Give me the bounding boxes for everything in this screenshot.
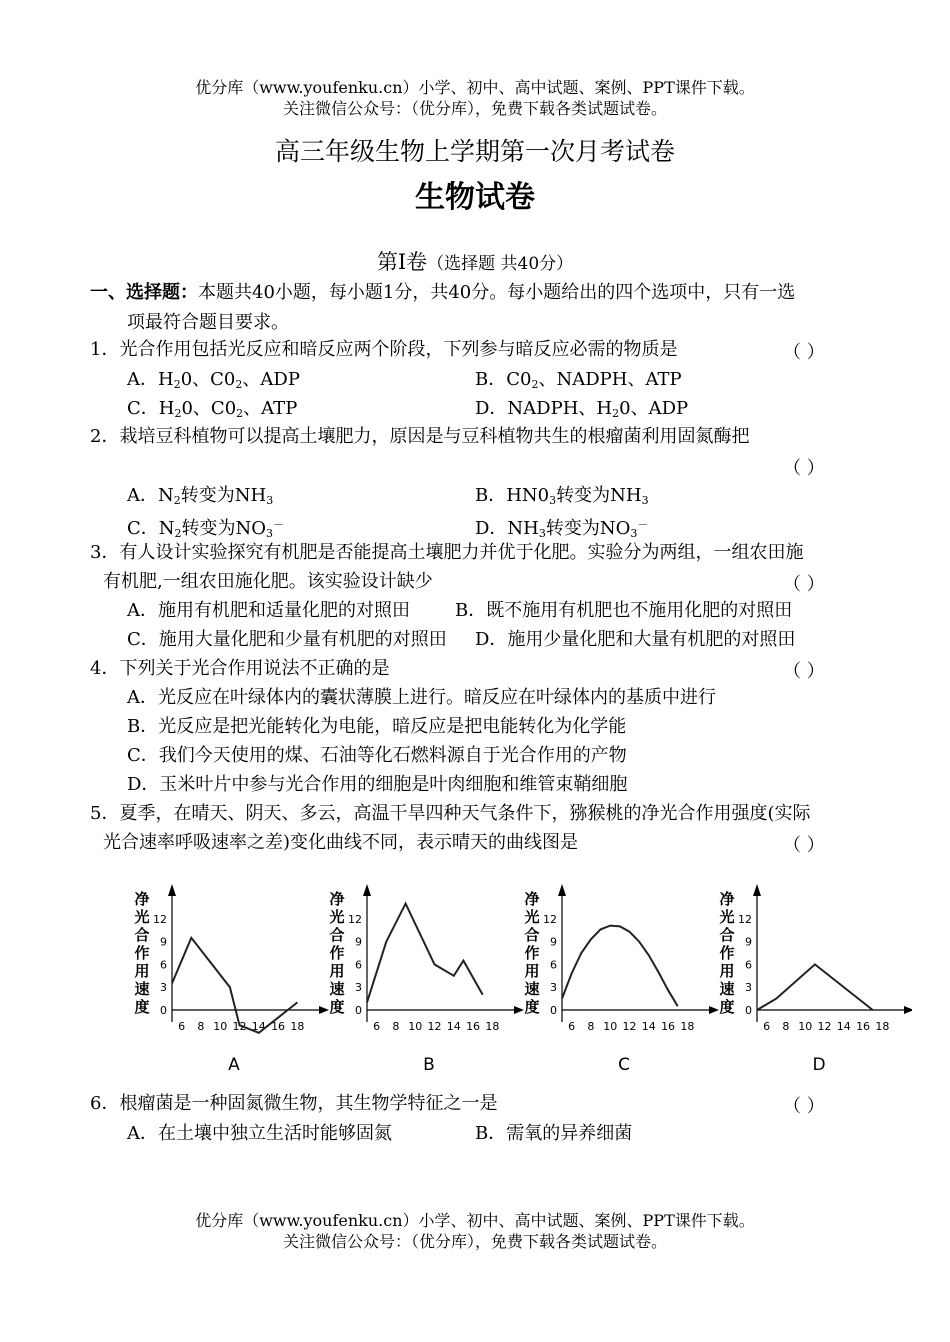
chart-a-xtick: 8	[197, 1020, 205, 1033]
chart-a-ylabel-char: 用	[134, 962, 150, 980]
chart-c-xtick: 16	[661, 1020, 676, 1033]
chart-d-ylabel-char: 光	[719, 908, 735, 926]
chart-d-xtick: 12	[817, 1020, 832, 1033]
header-line-1: 优分库（www.youfenku.cn）小学、初中、高中试题、案例、PPT课件下载。	[195, 78, 755, 97]
chart-c-xtick: 10	[603, 1020, 618, 1033]
chart-a-xtick: 12	[232, 1020, 247, 1033]
footer-line-2: 关注微信公众号：（优分库），免费下载各类试题试卷。	[282, 1232, 667, 1251]
q3-answer-bracket[interactable]: （ ）	[783, 574, 825, 595]
q2-answer-bracket[interactable]: （ ）	[783, 458, 825, 479]
chart-b-ylabel-char: 光	[329, 908, 345, 926]
chart-a-label: A	[228, 1055, 240, 1075]
chart-c-curve	[562, 926, 678, 1007]
chart-d-ylabel-char: 净	[719, 890, 735, 908]
q4-option-a: A．光反应在叶绿体内的囊状薄膜上进行。暗反应在叶绿体内的基质中进行	[127, 687, 716, 708]
chart-b-label: B	[423, 1055, 435, 1075]
q2-option-c: C．$N_2$转变为$NO_3^-$	[127, 518, 285, 540]
chart-a-ytick: 12	[153, 912, 167, 926]
chart-b-ytick: 9	[355, 935, 362, 949]
chart-d-ytick: 3	[745, 981, 752, 995]
exam-title: 高三年级生物上学期第一次月考试卷	[274, 137, 675, 166]
section-text-1: 本题共40小题，每小题1分，共40分。每小题给出的四个选项中，只有一选	[198, 282, 796, 303]
chart-c-ylabel-char: 用	[524, 962, 540, 980]
chart-d-ytick: 9	[745, 935, 752, 949]
chart-c-xtick: 8	[587, 1020, 595, 1033]
chart-a-ylabel-char: 光	[134, 908, 150, 926]
chart-d-ytick: 12	[738, 912, 752, 926]
chart-d-xtick: 6	[763, 1020, 771, 1033]
chart-c-y-arrow	[558, 884, 566, 896]
subject-title: 生物试卷	[415, 180, 535, 215]
q5-answer-bracket[interactable]: （ ）	[783, 835, 825, 856]
chart-d-xtick: 14	[836, 1020, 851, 1033]
part-title	[0, 246, 950, 276]
chart-a-xtick: 18	[290, 1020, 305, 1033]
chart-a-curve	[172, 938, 297, 1033]
chart-d-ylabel-char: 用	[719, 962, 735, 980]
chart-a-ylabel-char: 速	[134, 980, 150, 998]
q1-stem: 1．光合作用包括光反应和暗反应两个阶段，下列参与暗反应必需的物质是	[90, 339, 678, 360]
chart-d-ytick: 6	[745, 958, 752, 972]
chart-c-ylabel-char: 速	[524, 980, 540, 998]
chart-b-ytick: 3	[355, 981, 362, 995]
q1-option-c: C．$H_20$、$C0_2$、ATP	[127, 398, 298, 420]
q3-option-c: C．施用大量化肥和少量有机肥的对照田	[127, 629, 447, 650]
chart-a-xtick: 10	[213, 1020, 228, 1033]
q3-option-b: B．既不施用有机肥也不施用化肥的对照田	[455, 600, 793, 621]
q3-stem-1: 3．有人设计实验探究有机肥是否能提高土壤肥力并优于化肥。实验分为两组，一组农田施	[90, 542, 804, 563]
chart-c-xtick: 12	[622, 1020, 637, 1033]
chart-b-ylabel-char: 速	[329, 980, 345, 998]
header-line-2: 关注微信公众号：（优分库），免费下载各类试题试卷。	[282, 99, 667, 118]
q3-option-d: D．施用少量化肥和大量有机肥的对照田	[475, 629, 796, 650]
chart-b-ytick: 12	[348, 912, 362, 926]
chart-b-xtick: 18	[485, 1020, 500, 1033]
q5-charts	[80, 872, 912, 1082]
chart-b-ylabel-char: 合	[329, 926, 345, 944]
chart-c-ylabel-char: 净	[524, 890, 540, 908]
q1-option-a: A．$H_20$、$C0_2$、ADP	[127, 369, 300, 391]
chart-c-ylabel-char: 光	[524, 908, 540, 926]
part-note: （选择题 共40分）	[427, 254, 574, 274]
q4-answer-bracket[interactable]: （ ）	[783, 661, 825, 682]
chart-a-ylabel-char: 度	[134, 998, 150, 1016]
q4-option-b: B．光反应是把光能转化为电能，暗反应是把电能转化为化学能	[127, 716, 627, 737]
chart-b-xtick: 12	[427, 1020, 442, 1033]
chart-b-xtick: 8	[392, 1020, 400, 1033]
chart-d-xtick: 10	[798, 1020, 813, 1033]
chart-a-ylabel-char: 净	[134, 890, 150, 908]
q2-stem: 2．栽培豆科植物可以提高土壤肥力，原因是与豆科植物共生的根瘤菌利用固氮酶把	[90, 426, 750, 447]
chart-b-x-arrow	[514, 1006, 524, 1014]
chart-a-ytick: 0	[160, 1004, 167, 1017]
q4-option-d: D．玉米叶片中参与光合作用的细胞是叶肉细胞和维管束鞘细胞	[127, 774, 628, 795]
chart-b-ytick: 6	[355, 958, 362, 972]
chart-d-xtick: 16	[856, 1020, 871, 1033]
q1-option-b: B．$C0_2$、NADPH、ATP	[475, 369, 682, 391]
chart-a-xtick: 14	[251, 1020, 266, 1033]
chart-a-ytick: 9	[160, 935, 167, 949]
chart-d-curve	[757, 964, 873, 1010]
chart-a-ytick: 3	[160, 981, 167, 995]
q5-charts-svg	[80, 872, 912, 1082]
q4-option-c: C．我们今天使用的煤、石油等化石燃料源自于光合作用的产物	[127, 745, 627, 766]
q1-answer-bracket[interactable]: （ ）	[783, 342, 825, 363]
q3-stem-2: 有机肥,一组农田施化肥。该实验设计缺少	[103, 571, 433, 592]
chart-c-ytick: 3	[550, 981, 557, 995]
chart-a-x-arrow	[319, 1006, 329, 1014]
part-label: 第Ⅰ卷	[376, 250, 428, 274]
chart-b-ylabel-char: 净	[329, 890, 345, 908]
chart-a-xtick: 16	[271, 1020, 286, 1033]
chart-b-y-arrow	[363, 884, 371, 896]
chart-b-curve	[367, 904, 483, 1003]
chart-c-ylabel-char: 度	[524, 998, 540, 1016]
chart-d-xtick: 8	[782, 1020, 790, 1033]
chart-c-xtick: 6	[568, 1020, 576, 1033]
chart-c-xtick: 18	[680, 1020, 695, 1033]
chart-b-ylabel-char: 度	[329, 998, 345, 1016]
q2-option-d: D．$NH_3$转变为$NO_3^-$	[475, 518, 649, 540]
section-text-2: 项最符合题目要求。	[127, 312, 289, 333]
q5-stem-2: 光合速率呼吸速率之差)变化曲线不同，表示晴天的曲线图是	[103, 832, 579, 853]
chart-a-ytick: 6	[160, 958, 167, 972]
chart-b-ylabel-char: 作	[329, 944, 345, 962]
q4-stem: 4．下列关于光合作用说法不正确的是	[90, 658, 390, 679]
section-label: 一、选择题：	[90, 282, 198, 303]
chart-b-xtick: 6	[373, 1020, 381, 1033]
q6-option-a: A．在土壤中独立生活时能够固氮	[127, 1123, 392, 1144]
chart-d-label: D	[812, 1055, 826, 1075]
chart-a-xtick: 6	[178, 1020, 186, 1033]
q6-answer-bracket[interactable]: （ ）	[783, 1096, 825, 1117]
footer-line-1: 优分库（www.youfenku.cn）小学、初中、高中试题、案例、PPT课件下载。	[195, 1211, 755, 1230]
chart-d-xtick: 18	[875, 1020, 890, 1033]
section-instruction	[90, 281, 795, 305]
chart-d-ylabel-char: 作	[719, 944, 735, 962]
chart-c-x-arrow	[709, 1006, 719, 1014]
chart-c-ylabel-char: 作	[524, 944, 540, 962]
chart-d-x-arrow	[904, 1006, 912, 1014]
chart-c-xtick: 14	[641, 1020, 656, 1033]
chart-b-ylabel-char: 用	[329, 962, 345, 980]
chart-c-label: C	[618, 1055, 630, 1075]
q2-option-b: B．$HN0_3$转变为$NH_3$	[475, 485, 649, 507]
chart-c-ytick: 9	[550, 935, 557, 949]
chart-c-ylabel-char: 合	[524, 926, 540, 944]
chart-b-xtick: 10	[408, 1020, 423, 1033]
chart-a-y-arrow	[168, 884, 176, 896]
chart-c-ytick: 0	[550, 1004, 557, 1017]
q6-stem: 6．根瘤菌是一种固氮微生物，其生物学特征之一是	[90, 1093, 498, 1114]
chart-b-ytick: 0	[355, 1004, 362, 1017]
chart-d-y-arrow	[753, 884, 761, 896]
chart-d-ylabel-char: 合	[719, 926, 735, 944]
q2-option-a: A．$N_2$转变为$NH_3$	[127, 485, 274, 507]
chart-b-xtick: 16	[466, 1020, 481, 1033]
chart-d-ylabel-char: 度	[719, 998, 735, 1016]
q6-option-b: B．需氧的异养细菌	[475, 1123, 633, 1144]
q3-option-a: A．施用有机肥和适量化肥的对照田	[127, 600, 410, 621]
q5-stem-1: 5．夏季，在晴天、阴天、多云，高温干旱四种天气条件下，猕猴桃的净光合作用强度(实际	[90, 803, 811, 824]
chart-c-ytick: 6	[550, 958, 557, 972]
chart-d-ylabel-char: 速	[719, 980, 735, 998]
chart-c-ytick: 12	[543, 912, 557, 926]
chart-a-ylabel-char: 合	[134, 926, 150, 944]
q1-option-d: D．NADPH、$H_20$、ADP	[475, 398, 689, 420]
chart-a-ylabel-char: 作	[134, 944, 150, 962]
chart-b-xtick: 14	[446, 1020, 461, 1033]
chart-d-ytick: 0	[745, 1004, 752, 1017]
